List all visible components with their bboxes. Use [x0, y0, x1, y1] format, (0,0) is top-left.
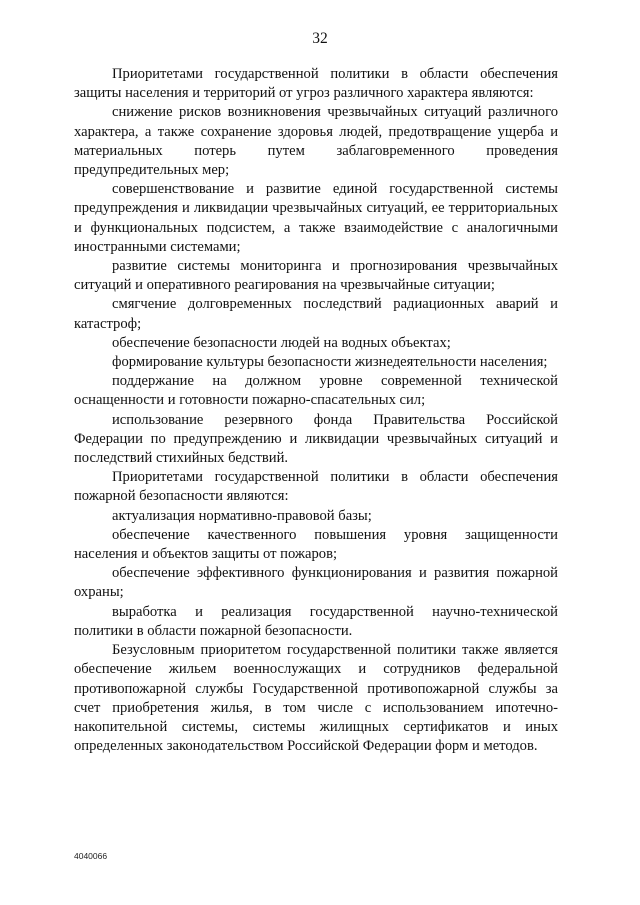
paragraph-water-safety: обеспечение безопасности людей на водных объектах;: [112, 334, 451, 351]
paragraph-legal-base: актуализация нормативно-правовой базы;: [112, 507, 372, 524]
paragraph-radiation-consequences: смягчение долговременных последствий радиационных аварий и катастроф;: [74, 296, 558, 332]
paragraph-monitoring: развитие системы мониторинга и прогнозирования чрезвычайных ситуаций и оперативного реагирования на чрезвычайные ситуации;: [74, 258, 558, 294]
paragraph-fire-safety-intro: Приоритетами государственной политики в области обеспечения пожарной безопасности являются:: [74, 469, 558, 505]
paragraph-scientific-policy: выработка и реализация государственной научно-технической политики в области пожарной безопасности.: [74, 603, 558, 639]
paragraph-unified-system: совершенствование и развитие единой государственной системы предупреждения и ликвидации чрезвычайных ситуаций, ее территориальных и функциональных подсистем, а также взаимодействие с аналогичными иностранными системами;: [74, 181, 558, 255]
paragraph-safety-culture: формирование культуры безопасности жизнедеятельности населения;: [112, 354, 548, 371]
paragraph-priorities-protection-intro: Приоритетами государственной политики в области обеспечения защиты населения и территорий от угроз различного характера являются:: [74, 66, 558, 102]
page-number: 32: [312, 30, 328, 47]
paragraph-reserve-fund: использование резервного фонда Правительства Российской Федерации по предупреждению и ликвидации чрезвычайных ситуаций и последствий стихийных бедствий.: [74, 411, 558, 467]
paragraph-technical-readiness: поддержание на должном уровне современной технической оснащенности и готовности пожарно-спасательных сил;: [74, 373, 558, 409]
document-body: [74, 65, 558, 756]
paragraph-fire-protection-level: обеспечение качественного повышения уровня защищенности населения и объектов защиты от пожаров;: [74, 526, 558, 563]
paragraph-fire-service-development: обеспечение эффективного функционирования и развития пожарной охраны;: [74, 565, 558, 601]
paragraph-housing-priority: Безусловным приоритетом государственной политики также является обеспечение жильем военнослужащих и сотрудников федеральной противопожарной службы Государственной противопожарной службы за счет приобретения жилья, в том числе с использованием ипотечно-накопительной системы, системы жилищных сертификатов и иных определенных законодательством Российской Федерации форм и методов.: [74, 642, 558, 755]
document-code: 4040066: [74, 851, 108, 861]
paragraph-risk-reduction: снижение рисков возникновения чрезвычайных ситуаций различного характера, а также сохранение здоровья людей, предотвращение ущерба и материальных потерь путем заблаговременного проведения предупредительных мер;: [74, 104, 558, 179]
